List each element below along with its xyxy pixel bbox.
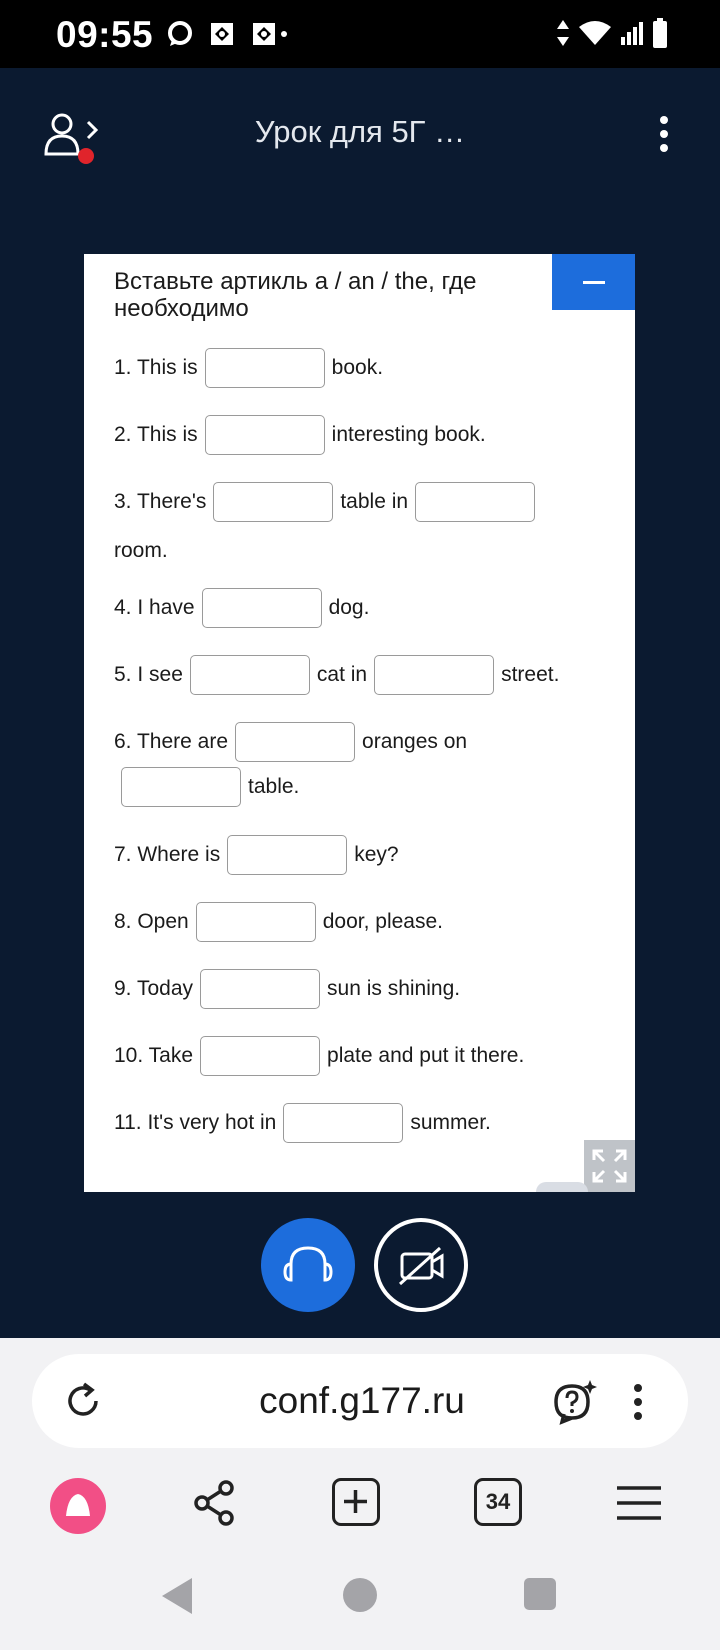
- exercise-text: 1. This is: [114, 356, 198, 379]
- exercise-text: 9. Today: [114, 977, 194, 1000]
- exercise-text: table.: [248, 775, 300, 798]
- scroll-indicator: [536, 1182, 588, 1192]
- alice-icon: [50, 1478, 106, 1534]
- answer-input[interactable]: [205, 348, 325, 388]
- answer-input[interactable]: [200, 1036, 320, 1076]
- back-icon[interactable]: [162, 1578, 192, 1614]
- exercise-6-line-1: [114, 721, 467, 763]
- exercise-text: door, please.: [322, 910, 443, 933]
- battery-icon: [652, 18, 668, 48]
- exercise-text: street.: [501, 663, 560, 686]
- camera-off-icon: [378, 1222, 464, 1308]
- exercise-3-line-1: [114, 481, 542, 523]
- exercise-11-line-1: [114, 1102, 491, 1144]
- exercise-text: sun is shining.: [327, 977, 461, 1000]
- exercise-10-line-1: [114, 1035, 524, 1077]
- exercise-text: interesting book.: [331, 423, 486, 446]
- exercise-text: book.: [331, 356, 384, 379]
- new-tab-button[interactable]: [332, 1478, 380, 1526]
- chat-bubble-icon: [166, 20, 194, 48]
- tabs-button[interactable]: 34: [474, 1478, 522, 1526]
- exercise-3-line-2: [114, 530, 168, 572]
- status-system-icons: [556, 18, 668, 48]
- minimize-button[interactable]: [552, 254, 635, 310]
- exercise-6-line-2: [114, 766, 299, 808]
- answer-input[interactable]: [196, 902, 316, 942]
- exercise-2-line-1: [114, 414, 486, 456]
- exercise-4-line-1: [114, 587, 369, 629]
- answer-input[interactable]: [200, 969, 320, 1009]
- answer-input[interactable]: [202, 588, 322, 628]
- exercise-text: table in: [340, 490, 409, 513]
- system-navigation: [0, 1564, 720, 1634]
- recent-apps-icon[interactable]: [524, 1578, 556, 1610]
- worksheet-title: Вставьте артикль a / an / the, где необходимо: [114, 268, 477, 322]
- exercise-text: 11. It's very hot in: [114, 1111, 277, 1134]
- exercise-text: 5. I see: [114, 663, 183, 686]
- answer-input[interactable]: [213, 482, 333, 522]
- answer-input[interactable]: [227, 835, 347, 875]
- exercise-text: 10. Take: [114, 1044, 194, 1067]
- answer-input[interactable]: [205, 415, 325, 455]
- url-text[interactable]: conf.g177.ru: [259, 1380, 465, 1421]
- address-bar[interactable]: [32, 1354, 688, 1448]
- data-transfer-icon: [556, 18, 570, 48]
- exercise-text: 6. There are: [114, 730, 229, 753]
- plus-icon: [335, 1481, 376, 1522]
- exercise-9-line-1: [114, 968, 460, 1010]
- exercise-1-line-1: [114, 347, 383, 389]
- home-icon[interactable]: [343, 1578, 377, 1612]
- participants-button[interactable]: [44, 112, 100, 168]
- meeting-title: Урок для 5Г …: [254, 114, 466, 149]
- exercise-text: 7. Where is: [114, 843, 221, 866]
- exercise-text: 3. There's: [114, 490, 207, 513]
- assistant-icon[interactable]: [548, 1376, 598, 1426]
- answer-input[interactable]: [190, 655, 310, 695]
- camera-button[interactable]: [374, 1218, 468, 1312]
- exercise-text: dog.: [328, 596, 370, 619]
- audio-button[interactable]: [261, 1218, 355, 1312]
- browser-nav: [0, 1478, 720, 1548]
- answer-input[interactable]: [415, 482, 535, 522]
- reload-icon[interactable]: [60, 1378, 106, 1424]
- exercise-text: 4. I have: [114, 596, 195, 619]
- exercise-7-line-1: [114, 834, 399, 876]
- headphones-icon: [261, 1218, 355, 1312]
- exercise-text: 2. This is: [114, 423, 198, 446]
- exercise-text: room.: [114, 539, 168, 562]
- more-options-icon[interactable]: [652, 112, 676, 156]
- exercise-5-line-1: [114, 654, 559, 696]
- answer-input[interactable]: [121, 767, 241, 807]
- fullscreen-button[interactable]: [584, 1140, 635, 1192]
- more-options-icon[interactable]: [628, 1380, 648, 1424]
- shared-worksheet: [84, 254, 635, 1192]
- notification-icon: [208, 20, 236, 48]
- status-bar: [0, 0, 720, 68]
- answer-input[interactable]: [235, 722, 355, 762]
- exercise-text: oranges on: [362, 730, 468, 753]
- menu-icon[interactable]: [614, 1478, 664, 1528]
- share-icon[interactable]: [190, 1478, 240, 1528]
- exercise-text: cat in: [316, 663, 368, 686]
- exercise-8-line-1: [114, 901, 443, 943]
- wifi-icon: [578, 19, 612, 47]
- exercise-text: summer.: [410, 1111, 491, 1134]
- answer-input[interactable]: [283, 1103, 403, 1143]
- notification-badge: [78, 148, 94, 164]
- alice-assistant-button[interactable]: [50, 1478, 106, 1534]
- exercise-text: key?: [354, 843, 399, 866]
- exercise-text: plate and put it there.: [327, 1044, 525, 1067]
- answer-input[interactable]: [374, 655, 494, 695]
- clock: 09:55: [56, 14, 154, 55]
- notification-icon: [250, 20, 290, 48]
- browser-toolbar: [0, 1338, 720, 1650]
- signal-icon: [620, 21, 644, 45]
- status-notifications: [166, 20, 290, 48]
- conference-app: [0, 68, 720, 1338]
- exercise-text: 8. Open: [114, 910, 189, 933]
- expand-icon: [584, 1140, 635, 1192]
